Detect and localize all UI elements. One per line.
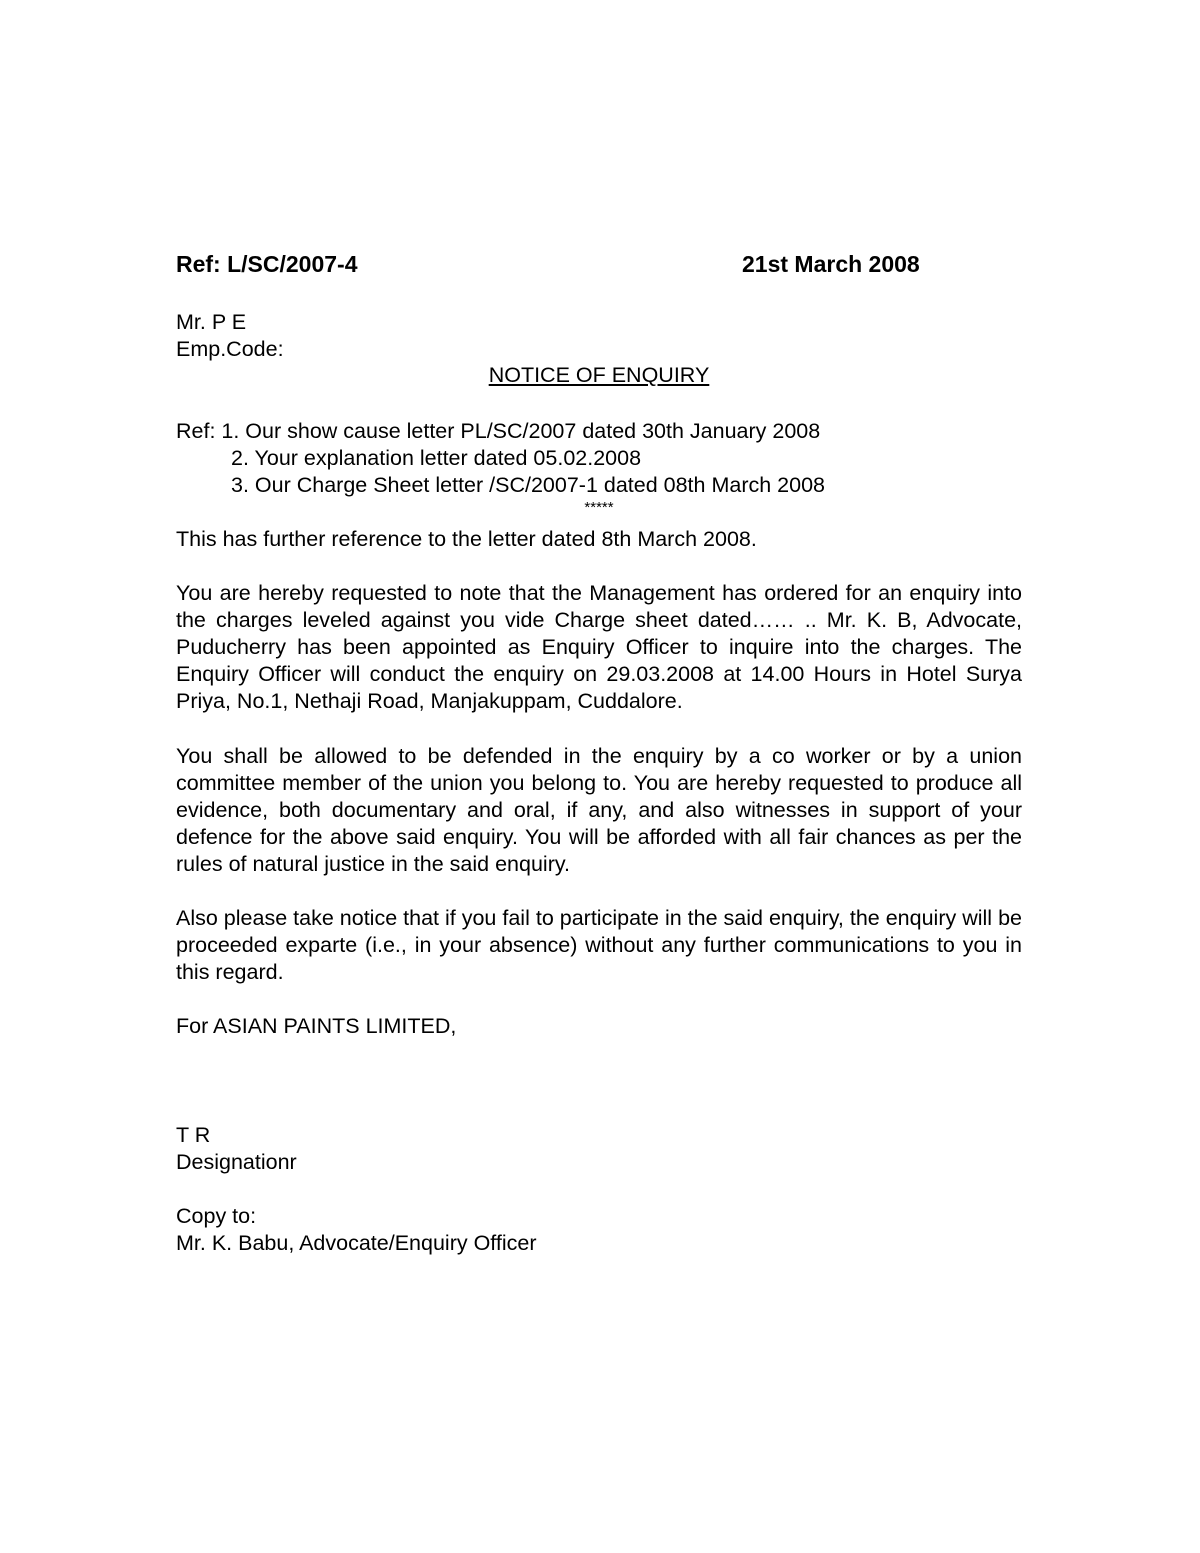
letter-date: 21st March 2008 — [742, 251, 920, 277]
recipient-name: Mr. P E — [176, 310, 247, 334]
body-paragraph: This has further reference to the letter dated 8th March 2008. — [176, 527, 757, 551]
signatory-designation: Designationr — [176, 1150, 297, 1174]
employee-code-label: Emp.Code: — [176, 337, 284, 361]
body-paragraph: Also please take notice that if you fail to participate in the said enquiry, the enquiry will be proceeded exparte (i.e., in your absence) without any further communications to you in this regard. — [176, 906, 1022, 984]
reference-number: Ref: L/SC/2007-4 — [176, 251, 358, 277]
signatory-name: T R — [176, 1123, 211, 1147]
letter-subject: NOTICE OF ENQUIRY — [488, 363, 710, 387]
separator: ***** — [584, 499, 614, 516]
body-paragraph: You shall be allowed to be defended in the enquiry by a co worker or by a union committee member of the union you belong to. You are hereby requested to produce all evidence, both documentary and oral, if any, and also witnesses in support of your defence for the above said enquiry. You will be afforded with all fair chances as per the rules of natural justice in the said enquiry. — [176, 744, 1022, 876]
body-paragraph: You are hereby requested to note that the Management has ordered for an enquiry into the charges leveled against you vide Charge sheet dated…… .. Mr. K. B, Advocate, Puducherry has been appointed as Enquiry Officer to inquire into the charges. The Enquiry Officer will conduct the enquiry on 29.03.2008 at 14.00 Hours in Hotel Surya Priya, No.1, Nethaji Road, Manjakuppam, Cuddalore. — [176, 581, 1022, 713]
copy-to-recipient: Mr. K. Babu, Advocate/Enquiry Officer — [176, 1231, 537, 1255]
reference-item: Ref: 1. Our show cause letter PL/SC/2007 dated 30th January 2008 — [176, 419, 821, 443]
copy-to-label: Copy to: — [176, 1204, 257, 1228]
reference-item: 2. Your explanation letter dated 05.02.2008 — [231, 446, 642, 470]
closing-line: For ASIAN PAINTS LIMITED, — [176, 1014, 457, 1038]
reference-item: 3. Our Charge Sheet letter /SC/2007-1 dated 08th March 2008 — [231, 473, 826, 497]
